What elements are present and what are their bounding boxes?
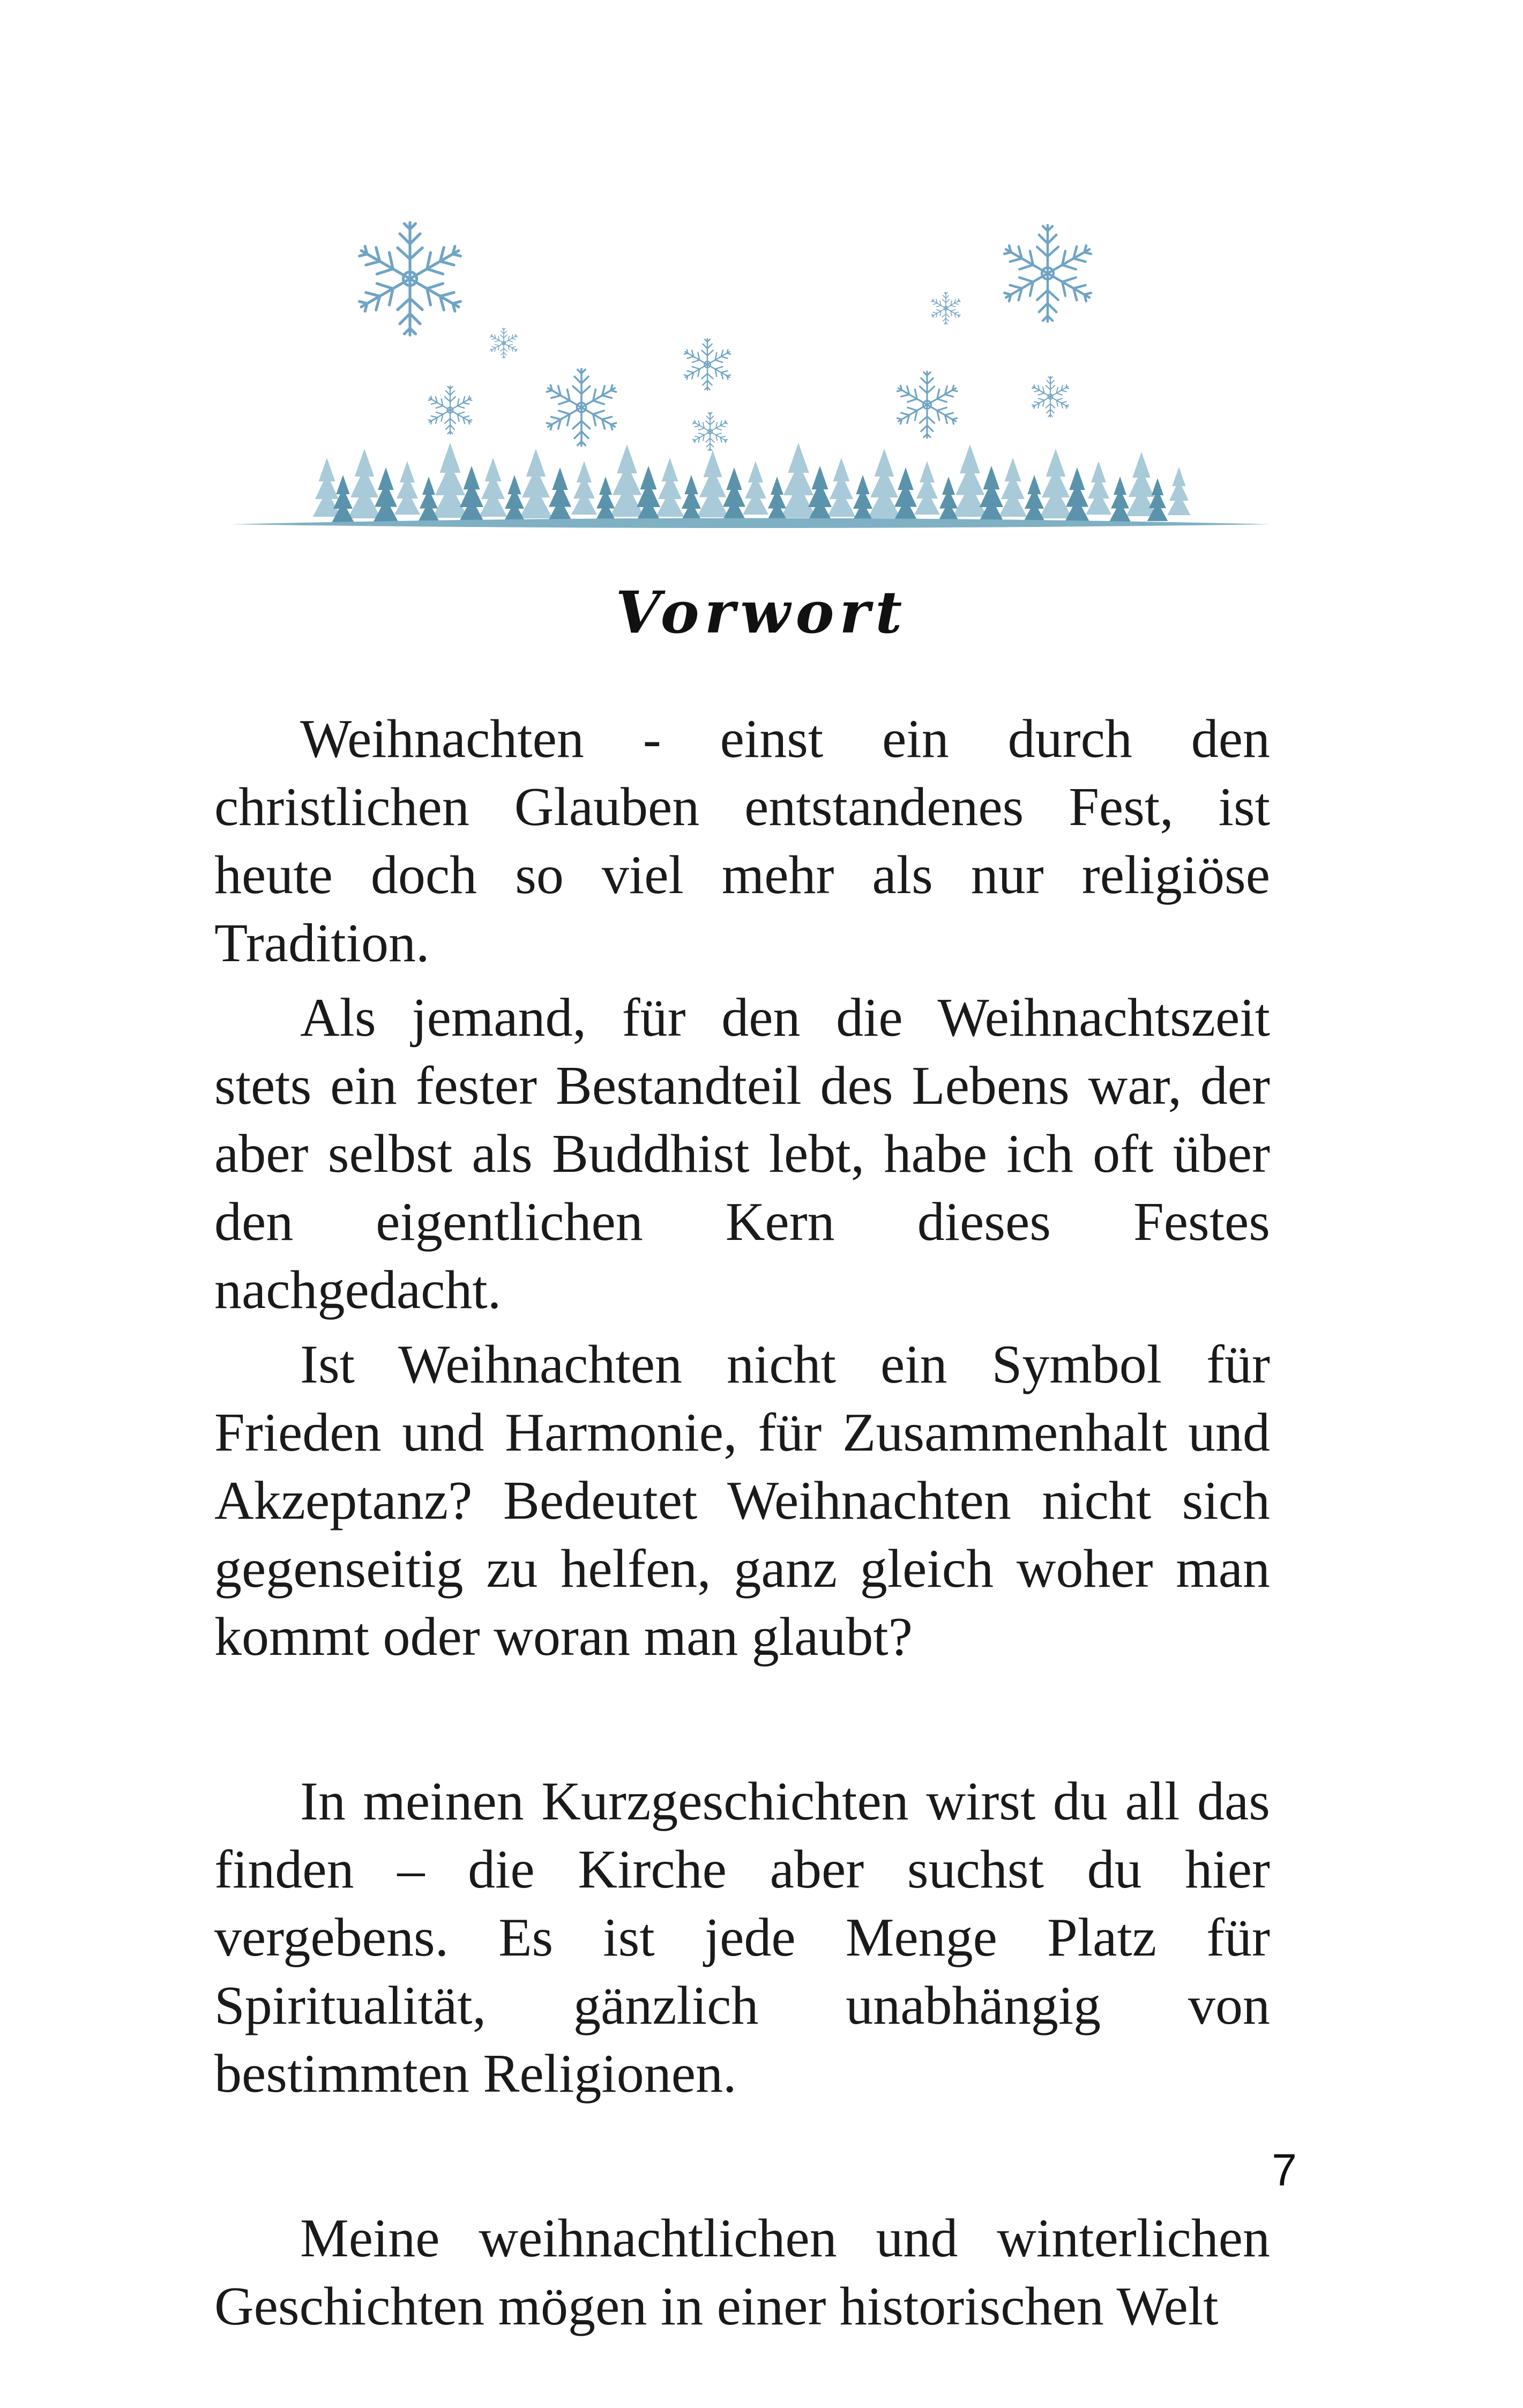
body-text xyxy=(214,705,1270,2340)
snowflake-icon xyxy=(691,412,729,451)
forest-background xyxy=(313,443,1191,518)
paragraph: Weihnachten - einst ein durch den christlichen Glauben entstandenes Fest, ist heute doch so viel mehr als nur religiöse Tradition. xyxy=(214,709,1270,973)
snowflake-icon xyxy=(894,371,959,438)
paragraph: Ist Weihnachten nicht ein Symbol für Frieden und Harmonie, für Zusammenhalt und Akzeptanz? Bedeutet Weihnachten nicht sich gegenseitig zu helfen, ganz gleich woher man kommt oder woran man glaubt? xyxy=(214,1334,1270,1667)
snowflake-icon xyxy=(1001,225,1095,322)
snowflake-icon xyxy=(355,222,465,335)
paragraph: Als jemand, für den die Weihnachtszeit stets ein fester Bestandteil des Lebens war, der aber selbst als Buddhist lebt, habe ich oft über den eigentlichen Kern dieses Festes nachgedacht. xyxy=(214,987,1270,1320)
snowflake-icon xyxy=(682,339,733,390)
snowflake-icon xyxy=(544,369,619,446)
snowflake-icon xyxy=(427,386,474,434)
snowflakes-and-winter-forest-illustration xyxy=(214,204,1286,547)
paragraph: In meinen Kurzgeschichten wirst du all das finden – die Kirche aber suchst du hier vergebens. Es ist jede Menge Platz für Spiritualität, gänzlich unabhängig von bestimmten Religionen. xyxy=(214,1771,1270,2104)
paragraph: Meine weihnachtlichen und winterlichen Geschichten mögen in einer historischen Welt xyxy=(214,2208,1270,2337)
illustration-svg xyxy=(214,204,1286,547)
snowflake-icon xyxy=(930,292,962,324)
page-number: 7 xyxy=(1272,2145,1297,2195)
snowflake-icon xyxy=(489,328,519,358)
snowflake-icon xyxy=(1031,376,1070,417)
chapter-title: Vorwort xyxy=(615,579,908,646)
